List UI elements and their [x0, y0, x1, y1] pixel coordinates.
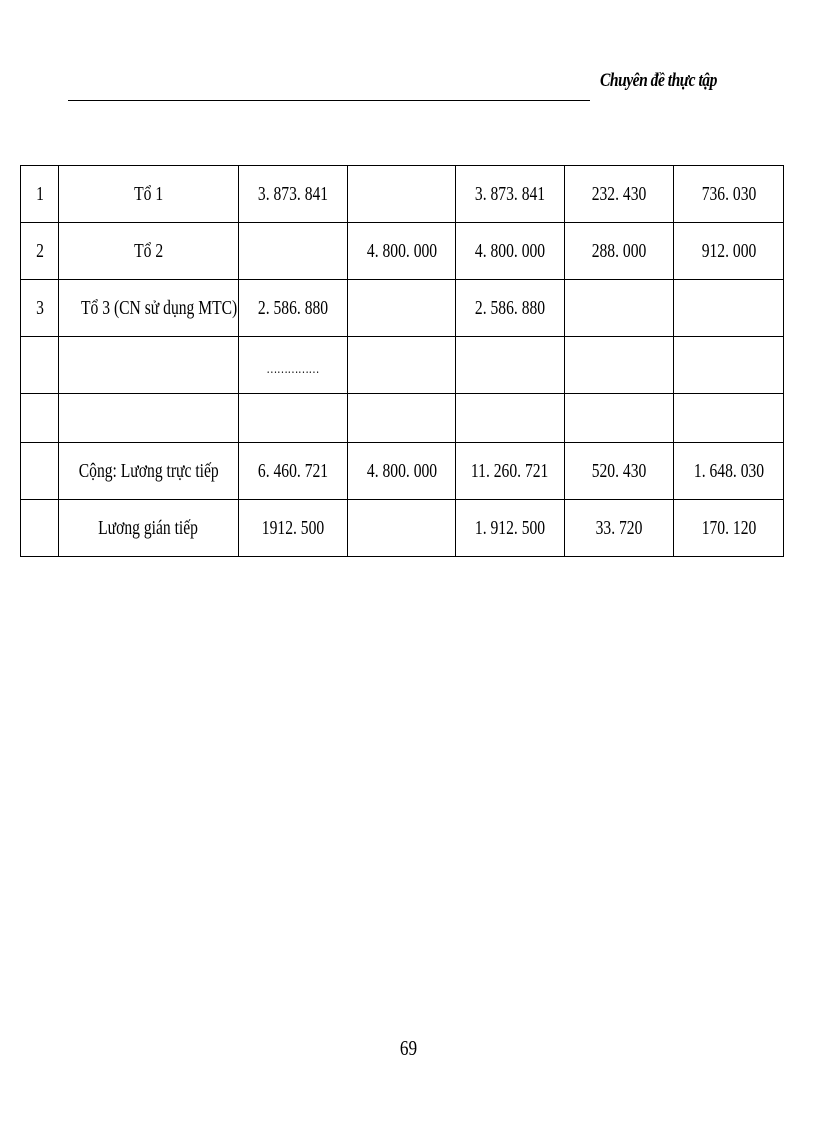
table-cell	[456, 337, 565, 394]
table-cell: 33. 720	[565, 500, 674, 557]
table-cell	[59, 337, 239, 394]
header-rule	[68, 100, 590, 101]
table-cell	[674, 337, 784, 394]
page-number: 69	[399, 1036, 417, 1060]
table-cell: 3. 873. 841	[456, 166, 565, 223]
table-row	[21, 337, 784, 394]
table-cell	[565, 280, 674, 337]
table-cell: 6. 460. 721	[239, 443, 348, 500]
table-cell: 912. 000	[674, 223, 784, 280]
table-cell: 1912. 500	[239, 500, 348, 557]
table-cell	[456, 394, 565, 443]
table-cell	[348, 500, 456, 557]
table-cell: 232. 430	[565, 166, 674, 223]
table-cell: 1. 912. 500	[456, 500, 565, 557]
table-row	[21, 166, 784, 223]
table-cell	[348, 394, 456, 443]
table-cell	[674, 394, 784, 443]
table-cell	[21, 500, 59, 557]
table-cell	[674, 280, 784, 337]
table-cell: 520. 430	[565, 443, 674, 500]
table-cell: 4. 800. 000	[348, 223, 456, 280]
table-cell: 170. 120	[674, 500, 784, 557]
table-cell: 2. 586. 880	[239, 280, 348, 337]
table-cell: 2. 586. 880	[456, 280, 565, 337]
table-row-total-direct	[21, 443, 784, 500]
table-cell: Cộng: Lương trực tiếp	[59, 443, 239, 500]
table-cell: 1. 648. 030	[674, 443, 784, 500]
table-cell	[21, 337, 59, 394]
table-cell	[348, 166, 456, 223]
table-cell: 736. 030	[674, 166, 784, 223]
table-cell: 288. 000	[565, 223, 674, 280]
salary-table	[20, 165, 784, 557]
table-cell	[21, 443, 59, 500]
table-cell: Tổ 2	[59, 223, 239, 280]
table-row-indirect	[21, 500, 784, 557]
table-cell	[565, 394, 674, 443]
dotted-placeholder: ……………	[266, 361, 320, 377]
table-cell	[348, 280, 456, 337]
table-cell: 4. 800. 000	[456, 223, 565, 280]
table-row	[21, 394, 784, 443]
table-cell	[348, 337, 456, 394]
table-row	[21, 223, 784, 280]
table-cell: Lương gián tiếp	[59, 500, 239, 557]
table-cell: 3. 873. 841	[239, 166, 348, 223]
table-row	[21, 280, 784, 337]
table-cell	[565, 337, 674, 394]
table-cell: 3	[21, 280, 59, 337]
table-cell: 11. 260. 721	[456, 443, 565, 500]
table-cell	[239, 337, 348, 394]
table-cell	[21, 394, 59, 443]
table-cell: 4. 800. 000	[348, 443, 456, 500]
table-cell: 1	[21, 166, 59, 223]
table-cell	[239, 223, 348, 280]
table-cell	[239, 394, 348, 443]
table-cell: Tổ 1	[59, 166, 239, 223]
table-cell	[59, 394, 239, 443]
header-title: Chuyên đề thực tập	[600, 70, 717, 91]
table-cell: Tổ 3 (CN sử dụng MTC)	[59, 280, 239, 337]
table-cell: 2	[21, 223, 59, 280]
